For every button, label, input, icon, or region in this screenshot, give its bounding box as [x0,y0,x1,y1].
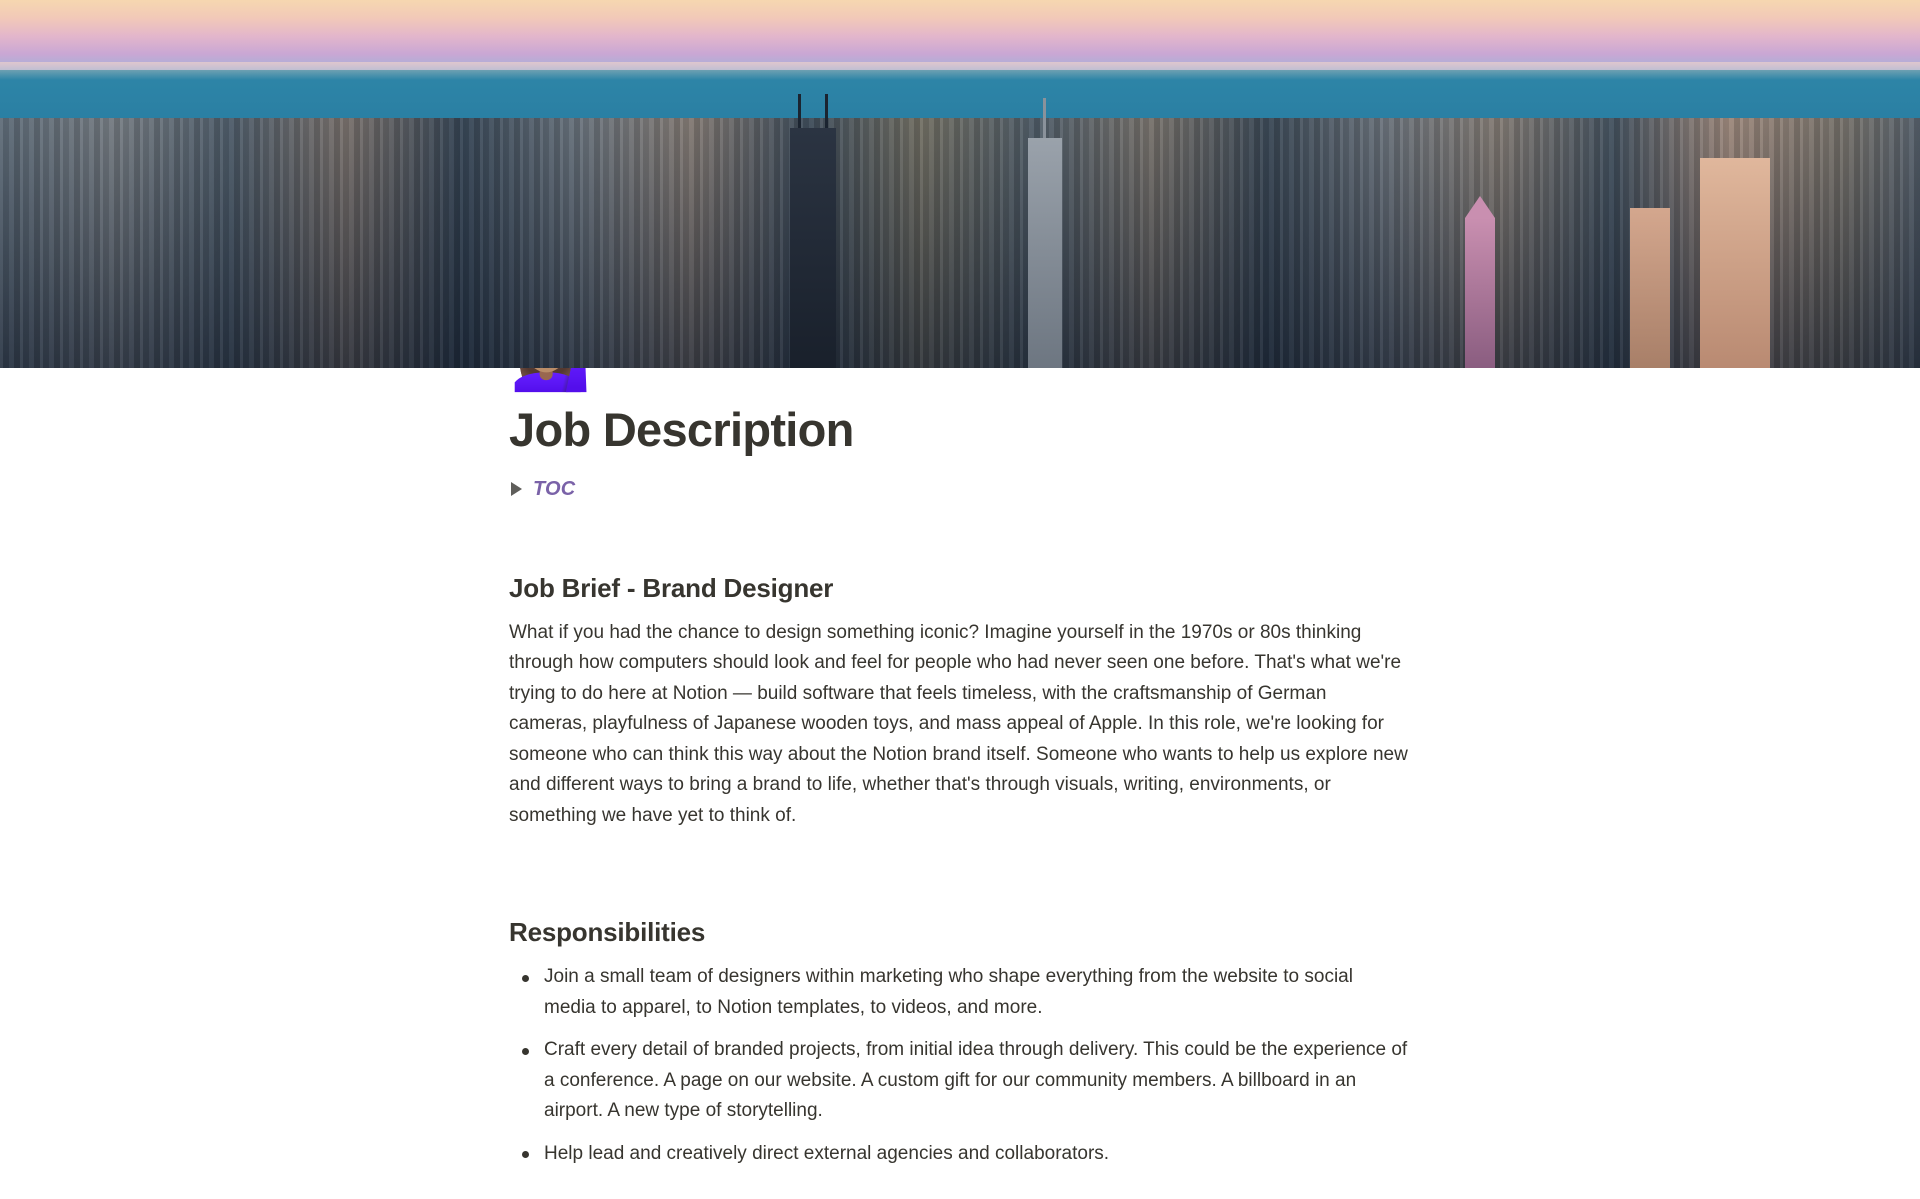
cover-haze [0,62,1920,80]
document-page [0,310,1920,1164]
toc-label[interactable]: TOC [533,477,576,500]
page-content [509,310,1409,1164]
section-heading-job-brief: Job Brief - Brand Designer [509,572,834,603]
section-heading-responsibilities: Responsibilities [509,917,706,948]
toc-toggle-block[interactable] [509,478,1409,501]
page-cover-image [0,0,1920,368]
list-item: Join a small team of designers within marketing who shape everything from the website to social media to apparel, to Notion templates, to videos, and more. [509,962,1409,1023]
chevron-right-icon[interactable] [511,482,522,496]
cover-tower-light [1028,138,1062,368]
cover-tower-tan-small [1630,208,1670,368]
responsibilities-list [509,962,1409,1164]
job-brief-paragraph: What if you had the chance to design something iconic? Imagine yourself in the 1970s or 80s thinking through how computers should look and feel for people who had never seen one before. That's what we're trying to do here at Notion — build software that feels timeless, with the craftsmanship of German cameras, playfulness of Japanese wooden toys, and mass appeal of Apple. In this role, we're looking for someone who can think this way about the Notion brand itself. Someone who wants to help us explore new and different ways to bring a brand to life, whether that's through visuals, writing, environments, or something we have yet to think of. [509,621,1408,826]
cover-tower-spire [1465,218,1495,368]
cover-tower-dark [790,128,836,368]
cover-tower-tan [1700,158,1770,368]
list-item: Help lead and creatively direct external agencies and collaborators. [509,1139,1409,1147]
list-item: Craft every detail of branded projects, from initial idea through delivery. This could be the experience of a conference. A page on our website. A custom gift for our community members. A billboard in an airport. A new type of storytelling. [509,1035,1409,1127]
page-title[interactable]: Job Description [509,403,854,456]
